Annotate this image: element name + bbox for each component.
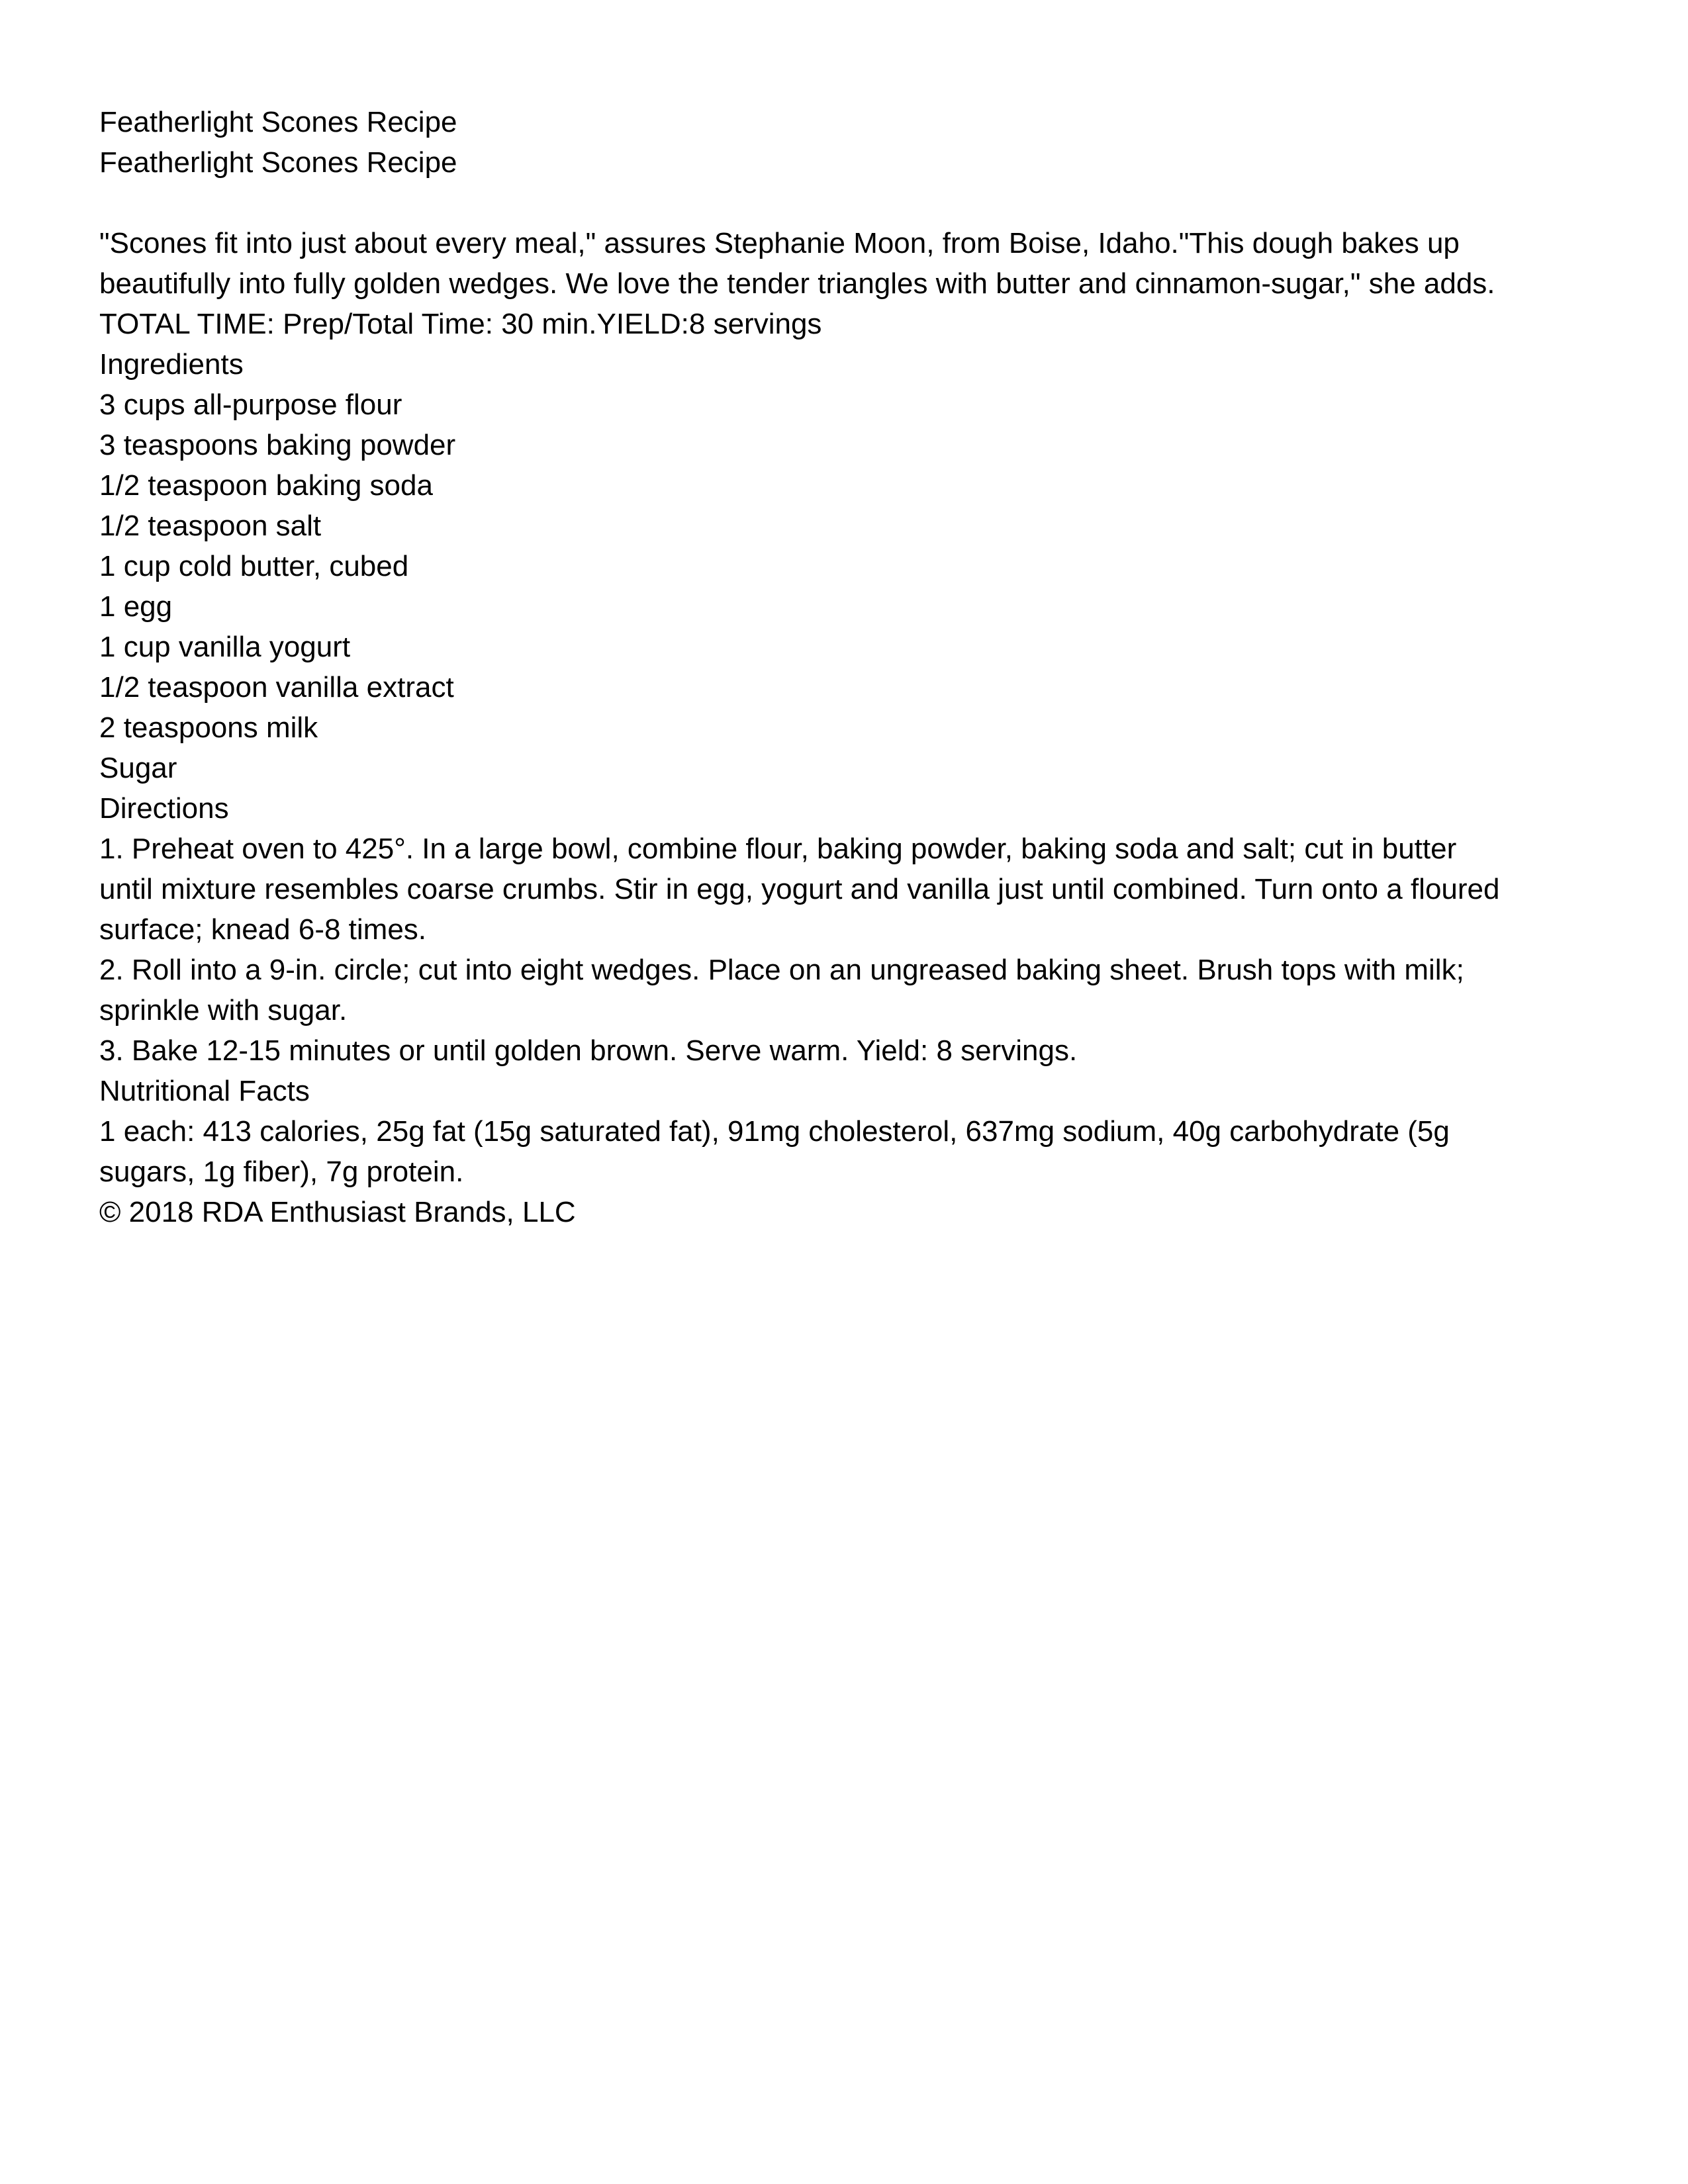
ingredient-item-yogurt: 1 cup vanilla yogurt — [99, 631, 351, 663]
ingredient-item-butter: 1 cup cold butter, cubed — [99, 550, 409, 582]
ingredients-heading: Ingredients — [99, 348, 244, 381]
direction-step-1-line-3: surface; knead 6-8 times. — [99, 913, 427, 946]
direction-step-1-line-2: until mixture resembles coarse crumbs. Stir in egg, yogurt and vanilla just until combined. Turn onto a floured — [99, 873, 1500, 905]
intro-paragraph-line-2: beautifully into fully golden wedges. We love the tender triangles with butter and cinnamon-sugar," she adds. — [99, 267, 1495, 300]
ingredient-item-sugar: Sugar — [99, 752, 177, 784]
ingredient-item-baking-soda: 1/2 teaspoon baking soda — [99, 469, 433, 502]
intro-paragraph-line-1: "Scones fit into just about every meal," assures Stephanie Moon, from Boise, Idaho."This dough bakes up — [99, 227, 1460, 259]
directions-heading: Directions — [99, 792, 229, 825]
ingredient-item-flour: 3 cups all-purpose flour — [99, 388, 402, 421]
ingredient-item-salt: 1/2 teaspoon salt — [99, 510, 322, 542]
direction-step-1-line-1: 1. Preheat oven to 425°. In a large bowl, combine flour, baking powder, baking soda and salt; cut in butter — [99, 833, 1457, 865]
nutrition-heading: Nutritional Facts — [99, 1075, 310, 1107]
document-body — [99, 102, 1602, 1232]
copyright-line: © 2018 RDA Enthusiast Brands, LLC — [99, 1196, 576, 1228]
nutrition-facts-line-2: sugars, 1g fiber), 7g protein. — [99, 1156, 464, 1188]
ingredient-item-vanilla-extract: 1/2 teaspoon vanilla extract — [99, 671, 454, 704]
direction-step-3-line: 3. Bake 12-15 minutes or until golden brown. Serve warm. Yield: 8 servings. — [99, 1034, 1078, 1067]
ingredient-item-milk: 2 teaspoons milk — [99, 711, 318, 744]
ingredient-item-egg: 1 egg — [99, 590, 173, 623]
blank-line — [99, 183, 1602, 223]
nutrition-facts-line-1: 1 each: 413 calories, 25g fat (15g saturated fat), 91mg cholesterol, 637mg sodium, 40g carbohydrate (5g — [99, 1115, 1450, 1148]
direction-step-2-line-1: 2. Roll into a 9-in. circle; cut into eight wedges. Place on an ungreased baking sheet. Brush tops with milk; — [99, 954, 1464, 986]
ingredient-item-baking-powder: 3 teaspoons baking powder — [99, 429, 456, 461]
total-time-yield-line: TOTAL TIME: Prep/Total Time: 30 min.YIELD:8 servings — [99, 308, 822, 340]
document-title-line-2: Featherlight Scones Recipe — [99, 146, 457, 179]
direction-step-2-line-2: sprinkle with sugar. — [99, 994, 348, 1026]
document-title-line-1: Featherlight Scones Recipe — [99, 106, 457, 138]
